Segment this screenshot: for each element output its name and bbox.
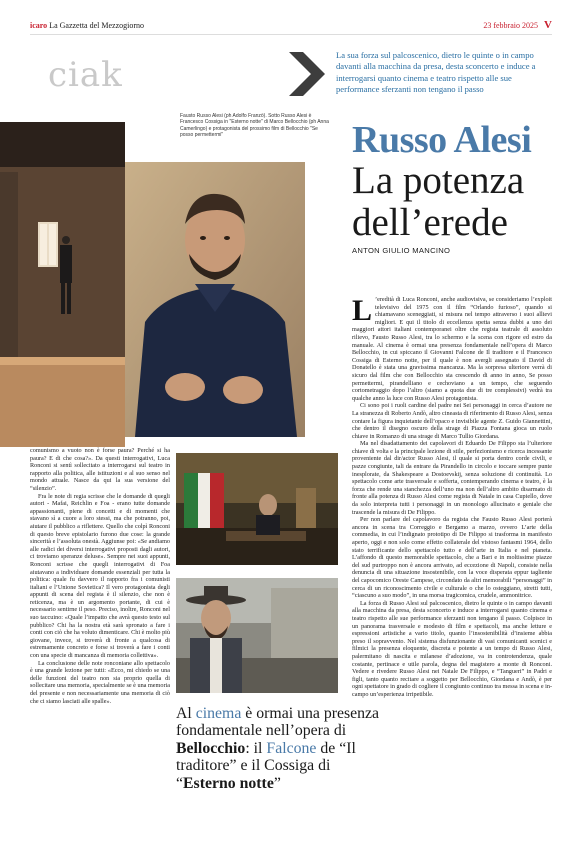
publication-name: La Gazzetta del Mezzogiorno [49,21,145,30]
right-paragraph-2: Ci sono poi i ruoli cardine del padre nei Sei personaggi in cerca d’autore ne La stranezza di Roberto Andò, altro cineasta di riferimento di Russo Alesi, senza contare la figura inquietante dell’opaco e invisibile agente Z. Guido Giannettini, che dentro il disegno oscuro della strage di Piazza Fontana gioca un ruolo chiave in Romanzo di una strage di Marco Tullio Giordana. [352,402,552,440]
headline-name: Russo Alesi [352,119,532,161]
section-label: ciak [48,55,123,95]
header-divider [30,34,552,35]
pull-quote-cinema: cinema [195,705,242,722]
chevron-right-icon [289,52,325,96]
pull-quote [176,705,381,792]
teaser-text: La sua forza sul palcoscenico, dietro le quinte o in campo davanti alla macchina da presa, desta sconcerto e induce a interrogarsi quanto cinema e teatro rispetto alle sue performance sferzanti non tengano il passo [336,50,536,95]
byline: ANTON GIULIO MANCINO [352,246,451,255]
left-paragraph-2: Fra le note di regia scrisse che le domande di quegli autori - Mafai, Reichlin e Foa - erano tutte domande appassionanti, piene di concetti e di momenti che stavano sì a cuore a loro stessi, ma che potranno, poi, aiutare il pubblico a riflettere. Quello che colpì Ronconi di questo breve epistolario furono due cose: la grande sincerità e l’assoluta onestà. Aggiunse poi: «Se andiamo alle radici dei diversi interrogativi proposti dagli autori, ci troviamo speranze deluse». Sempre nei suoi appunti, Ronconi scrisse che quegli interrogativi di Foa aiutavano a individuare domande essenziali per tutta la politica: quale fu davvero il rapporto fra i comunisti italiani e l’Unione Sovietica? Il vero protagonista degli appunti di scena del regista è il silenzio, che non è reticenza, ma è un argomento portante, di cui è necessario sentirne il peso. Preciso, inoltre, Ronconi nel suo taccuino: «Quale l’impatto che avrà questo testo sul pubblico? Chi ha la nostra età sarà spronato a fare i conti con ciò che ha voluto dimenticare. Chi è molto più giovane, invece, si troverà di fronte a qualcosa di estremamente concreto e forse si troverà a fare i conti con una specie di mancanza di memoria collettiva». [30,492,170,660]
headline-subtitle [352,160,524,244]
pull-quote-bellocchio: Bellocchio [176,739,246,757]
headline-line-2: La potenza [352,159,525,202]
dropcap: L [352,296,373,327]
photo-caption: Fausto Russo Alesi (ph Adolfo Franzò). Sotto Russo Alesi è Francesco Cossiga in "Esterno notte" di Marco Bellocchio (ph Anna Camerlingo) e protagonista del prossimo film di Bellocchio "Se posso permettermi" [180,113,329,139]
right-paragraph-4: Per non parlare del capolavoro da regista che Fausto Russo Alesi porterà ancora in scena tra Correggio e Bergamo a marzo, ovvero L’arte della commedia, in cui l’indignato prototipo di De Filippo si trasforma in manifesto aperto, oggi e non solo come effetto collaterale del vistoso fantasmi 1964, dello stato terrificante dello spettacolo tutto e dell’arte in Italia e nel pianeta. L’affondo di questo memorabile spettacolo, che a Bari e in moltissime piazze del sud purtroppo non è ancora arrivato, ad eccezione di Napoli, consiste nella denuncia di una situazione insostenibile, con la voce disperata eppur tagliente del capocomico Oreste Campese, circondato da altri memorabili “personaggi” in cerca di un riconoscimento civile e culturale o che lo osteggiano, stretti tutti, “ciascuno a suo modo”, in una morsa tragicomica, crudele, ammonitrice. [352,516,552,600]
issue-date: 23 febbraio 2025 [483,21,538,30]
photo-esterno-notte [176,453,338,565]
photo-se-posso-permettermi [176,578,338,693]
right-paragraph-5: La forza di Russo Alesi sul palcoscenico, dietro le quinte o in campo davanti alla macchina da presa, desta sconcerto e induce a interrogarsi quanto cinema e teatro rispetto alle sue performance sferzanti non tengano il passo. Colpisce in un panorama trasversale e modesto di film e spettacoli, ma anche letture e espressioni artistiche a vario titolo, quanto l’insostenibilità d’insieme abbia preso il sopravvento. Nel sistema disfunzionante di vasi comunicanti scenici e filmici la presenza eloquente, discreta e potente a un tempo di Russo Alesi, palermitano di nascita e milanese d’adozione, va in controtendenza, quale costante, pertinace e utile parola, degna del magistero a monte di Ronconi. Vedere e rivedere Russo Alesi nei Natale De Filippo, e “Tangueri” in Padri e figli, tanto quanto recitare a soggetto per Bellocchio, Giordana e Andò, è per ogni spettatore in grado di cogliere il congiunto continuo tra messa in scena e in-campo un’esperienza irripetibile. [352,599,552,698]
masthead [30,21,144,30]
pull-quote-esterno-notte: Esterno notte [183,774,274,792]
left-paragraph-3: La conclusione delle note ronconiane allo spettacolo è una grande lezione per tutti: «Ecco, mi chiedo se una delle funzioni del teatro non sia proprio quella di sollecitare una memoria, specialmente se è una memoria del presente e non necessariamente una memoria di ciò che ci siamo lasciati alle spalle». [30,659,170,705]
pull-quote-falcone: Falcone [266,739,317,757]
pull-quote-text-2: è ormai una presenza fondamentale nell’opera di [176,705,380,740]
article-right-column [352,296,552,841]
right-paragraph-3: Ma nel disadattamento dei capolavori di Eduardo De Filippo sta l’ulteriore chiave di volta e la principale lezione di stile, perfezionismo e ricerca incessante proveniente dal dir/actor Russo Alesi, il quale si porta dentro corde civili, e pazze congiunte, tali da entrare da Pirandello in circolo e toccare sempre punte inesplorate, da Shakespeare a Dostoevskij, senza soluzione di continuità. Lo spettacolo come arte trasversale e sofferta, contemperando cinema e teatro, è la forza che rende una stanchezza dell’uno ma non dell’altro ambito disarmato di fronte alla potenza di Russo Alesi come regista di Natale in casa Cupiello, dove da solo interpreta tutti i personaggi in un monologo allucinato e geniale che trascende la misura di De Filippo. [352,440,552,516]
photo-stage-room [0,122,125,447]
headline-line-3: dell’erede [352,201,508,244]
pull-quote-text-1: Al [176,705,196,722]
photo-portrait [125,162,305,437]
pull-quote-text-5: ” [273,774,281,792]
brand-name: icaro [30,21,48,30]
left-paragraph-1: comunismo a vuoto non è forse paura? Perché si ha paura? E di che cosa?». Da questi interrogativi, Luca Ronconi si sentì sollecitato a interrogarsi sul teatro in rapporto alla politica, alle istituzioni e al suo senso nel mondo attuale. Nasce da qui la sua versione del “silenzio”. [30,447,170,492]
pull-quote-text-4: de “Il traditore” e il Cossiga di “ [176,739,356,792]
article-left-column [30,447,170,842]
right-paragraph-1: ’eredità di Luca Ronconi, anche audiovisiva, se consideriamo l’exploit televisivo del 1975 con il film “Orlando furioso”, quando si chiamavano sceneggiati, si misura nel tempo attraverso i suoi allievi migliori. E qui il titolo di eccellenza spetta senza dubbi a uno dei maggiori attori italiani contemporanei oltre che regista teatrale di assoluto rilievo, Fausto Russo Alesi, tra lo schermo e la scena con rigore ed estro da manuale. Al cinema è ormai una presenza fondamentale nell’opera di Marco Bellocchio, in cui spiccano il Giovanni Falcone de Il traditore e il Francesco Cossiga di Esterno notte, per il quale è non avergli assegnato il David di Donatello è stata una gravissima mancanza. Ma la sorpresa ulteriore verrà di sicuro dal film che con Bellocchio sta crescendo di anno in anno, Se posso permettermi, pirandelliano e cechoviano a un tempo, che seguendo cortometraggio dopo l’altro (siamo a quota due di tre complessivi) vedrà tra qualche anno la luce con Russo Alesi protagonista. [352,296,552,402]
page-marker: V [544,19,552,31]
pull-quote-text-3: : il [245,739,267,757]
